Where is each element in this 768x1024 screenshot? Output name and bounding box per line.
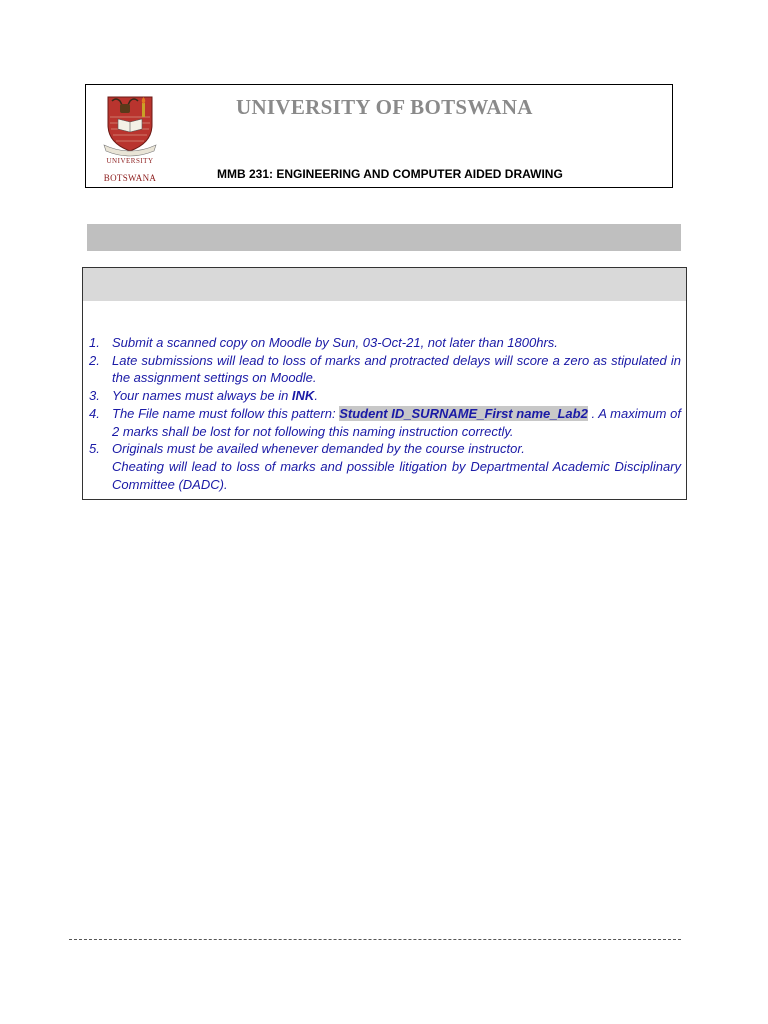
list-item: 2. Late submissions will lead to loss of marks and protracted delays will score a zero as stipulated in the assignment settings on Moodle. [89,352,681,386]
list-item: 3. Your names must always be in INK. [89,388,318,404]
instructions-box [82,267,687,500]
instructions-header-bar [83,268,686,301]
section-title-bar [87,224,681,251]
logo-text-university: UNIVERSITY [106,157,154,165]
filename-pattern-highlight: Student ID_SURNAME_First name_Lab2 [339,405,588,421]
university-crest-icon [98,91,162,185]
footer-divider [69,939,681,940]
document-header [85,84,673,188]
cheating-warning: Cheating will lead to loss of marks and possible litigation by Departmental Academic Disciplinary Committee (DADC). [112,458,681,492]
ink-emphasis: INK [291,388,315,404]
list-item: 5. Originals must be availed whenever demanded by the course instructor. Cheating will lead to loss of marks and possible litigation by Departmental Academic Disciplinary Committee (DADC). [89,441,681,492]
course-title: MMB 231: ENGINEERING AND COMPUTER AIDED DRAWING [217,167,563,181]
university-name: UNIVERSITY OF BOTSWANA [236,95,533,119]
instructions-list [89,334,681,493]
logo-text-botswana: BOTSWANA [103,173,157,183]
list-item: 4. The File name must follow this pattern: Student ID_SURNAME_First name_Lab2 . A maximum of 2 marks shall be lost for not following this naming instruction correctly. [89,405,681,439]
list-item: 1. Submit a scanned copy on Moodle by Sun, 03-Oct-21, not later than 1800hrs. [89,335,558,350]
